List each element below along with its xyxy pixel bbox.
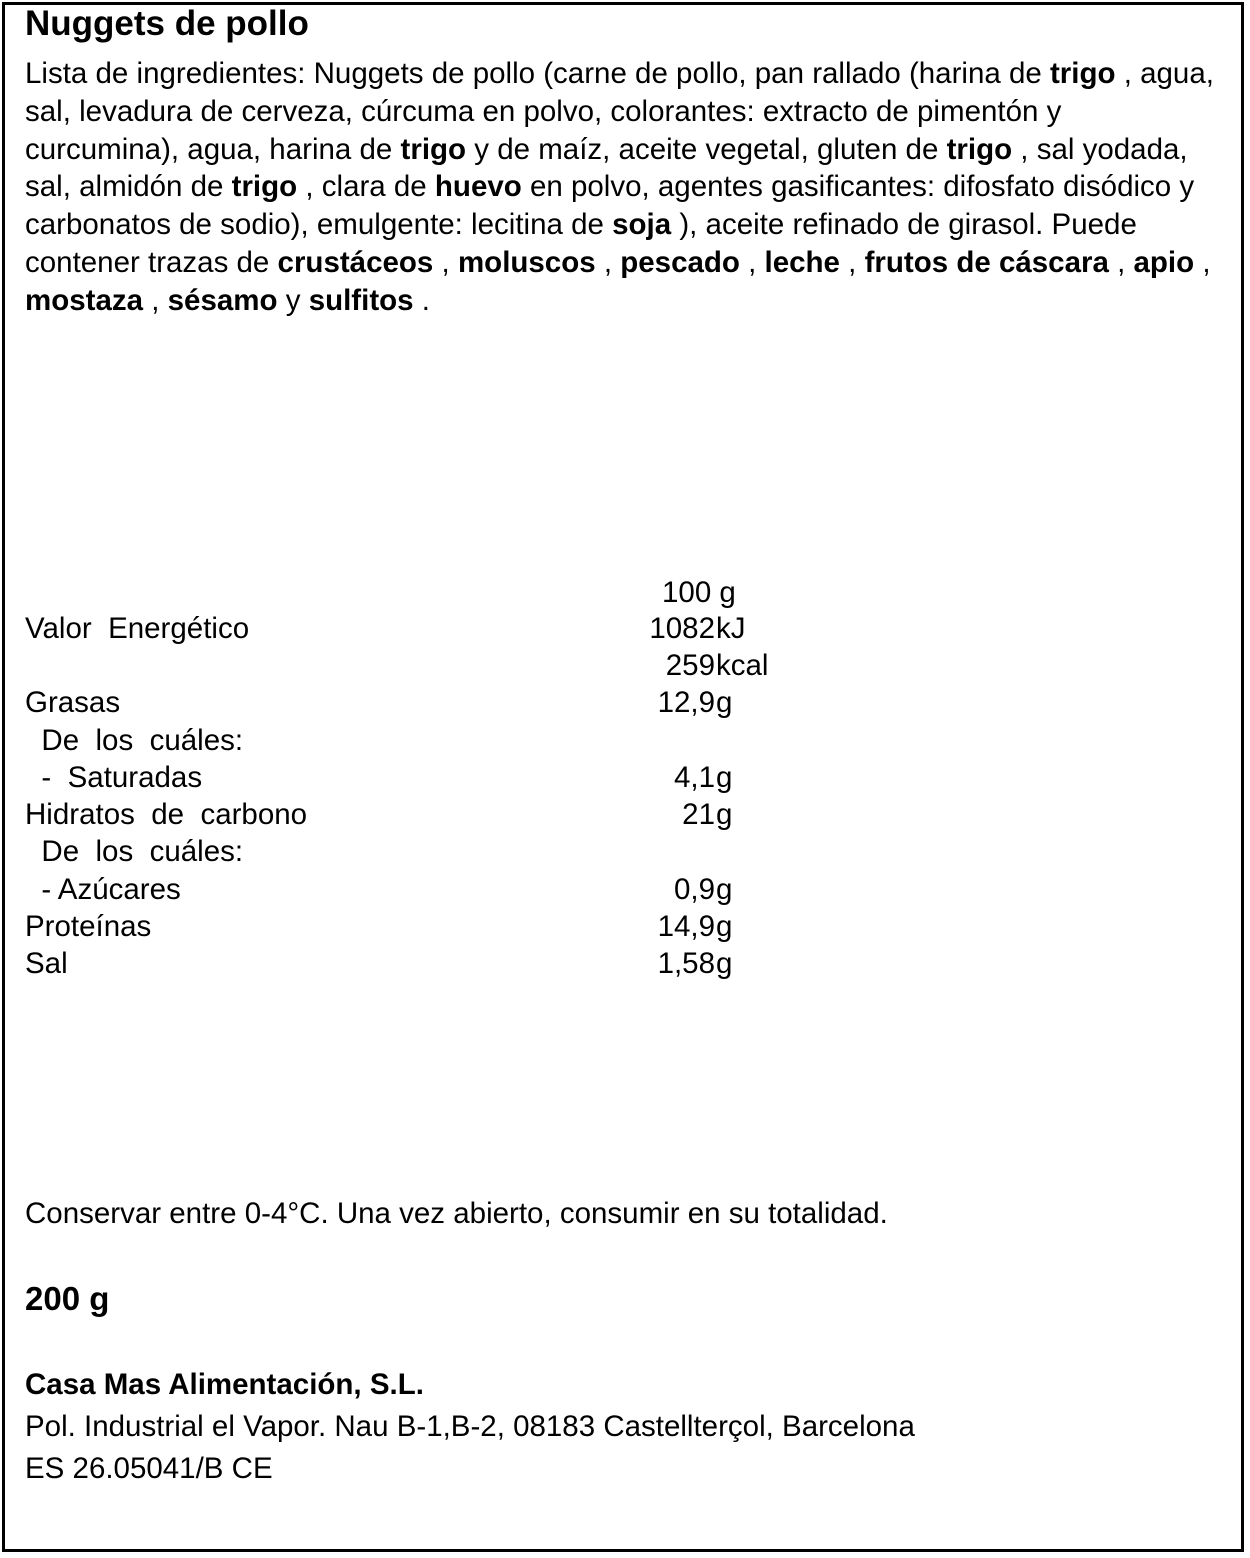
nutrient-value: 0,9 [673,873,715,906]
nutrition-row [0,947,1250,984]
ingredient-text: , [595,245,621,279]
nutrient-unit: g [716,873,733,906]
nutrition-row [0,798,1250,835]
nutrient-unit: kJ [716,612,746,645]
nutrient-value: 4,1 [673,761,715,794]
nutrient-value: 1082 [649,612,715,645]
allergen-text: pescado [620,245,740,279]
allergen-text: sulfitos [308,283,414,317]
ingredients-list [25,55,1220,320]
ingredient-text: , [739,245,765,279]
nutrient-value: 1,58 [657,947,715,980]
ingredient-text: Lista de ingredientes: Nuggets de pollo (carne de pollo, pan rallado (harina de [25,57,1050,90]
allergen-text: trigo [946,132,1013,166]
ingredient-text: en polvo, agentes gasificantes: difosfato disódico y carbonatos de sodio), emulgente: lecitina de [25,170,1195,242]
allergen-text: mostaza [25,283,144,317]
nutrient-label: - Saturadas [25,761,203,794]
ingredient-text: , [1108,245,1134,279]
ingredient-text: , [433,245,458,279]
ingredient-text: , clara de [297,170,435,204]
company-address: Pol. Industrial el Vapor. Nau B-1,B-2, 08183 Castellterçol, Barcelona [25,1410,915,1443]
allergen-text: sésamo [167,283,278,317]
ingredient-text: , sal yodada, sal, almidón de [25,132,1188,204]
nutrient-label: De los cuáles: [25,724,244,757]
allergen-text: trigo [231,170,298,204]
company-name: Casa Mas Alimentación, S.L. [25,1368,424,1401]
allergen-text: apio [1133,245,1195,279]
nutrient-value: 21 [682,798,715,831]
nutrient-label: Proteínas [25,910,152,943]
ingredient-text: . [413,283,430,317]
nutrient-unit: g [716,686,733,719]
ingredient-text: y de maíz, aceite vegetal, gluten de [466,132,947,166]
sanitary-registry: ES 26.05041/B CE [25,1452,273,1485]
nutrition-row [0,686,1250,723]
ingredient-text: ), aceite refinado de girasol. Puede contener trazas de [25,208,1137,279]
nutrient-unit: g [716,798,733,831]
nutrient-value: 14,9 [657,910,715,943]
nutrient-value: 259 [665,649,715,682]
ingredient-text: , [839,245,865,279]
nutrition-row [0,873,1250,910]
allergen-text: trigo [400,132,467,166]
storage-instructions: Conservar entre 0-4°C. Una vez abierto, consumir en su totalidad. [25,1197,888,1230]
allergen-text: soja [612,208,672,242]
ingredient-text: , agua, sal, levadura de cerveza, cúrcuma en polvo, colorantes: extracto de pimentón y curcumina), agua, harina de [25,57,1214,166]
allergen-text: crustáceos [277,245,434,279]
nutrition-row [0,724,1250,761]
ingredient-text: , [143,283,168,317]
ingredient-text: y [277,283,309,317]
nutrient-label: Hidratos de carbono [25,798,308,831]
nutrition-row [0,835,1250,872]
nutrient-label: Valor Energético [25,612,250,645]
allergen-text: leche [764,245,840,279]
nutrition-column-header: 100 g [662,576,736,609]
nutrient-label: Sal [25,947,68,980]
ingredient-text: , [1194,245,1211,279]
allergen-text: moluscos [457,245,596,279]
allergen-text: frutos de cáscara [864,245,1109,279]
nutrient-label: De los cuáles: [25,835,244,868]
product-title: Nuggets de pollo [25,4,309,43]
nutrition-row [0,649,1250,686]
nutrient-unit: g [716,761,733,794]
nutrient-unit: g [716,947,733,980]
allergen-text: huevo [434,170,522,204]
allergen-text: trigo [1049,57,1116,90]
nutrition-row [0,910,1250,947]
net-weight: 200 g [25,1280,110,1317]
nutrient-unit: g [716,910,733,943]
nutrient-unit: kcal [716,649,769,682]
nutrition-row [0,612,1250,649]
nutrition-row [0,761,1250,798]
nutrient-value: 12,9 [657,686,715,719]
nutrient-label: Grasas [25,686,121,719]
nutrient-label: - Azúcares [25,873,181,906]
